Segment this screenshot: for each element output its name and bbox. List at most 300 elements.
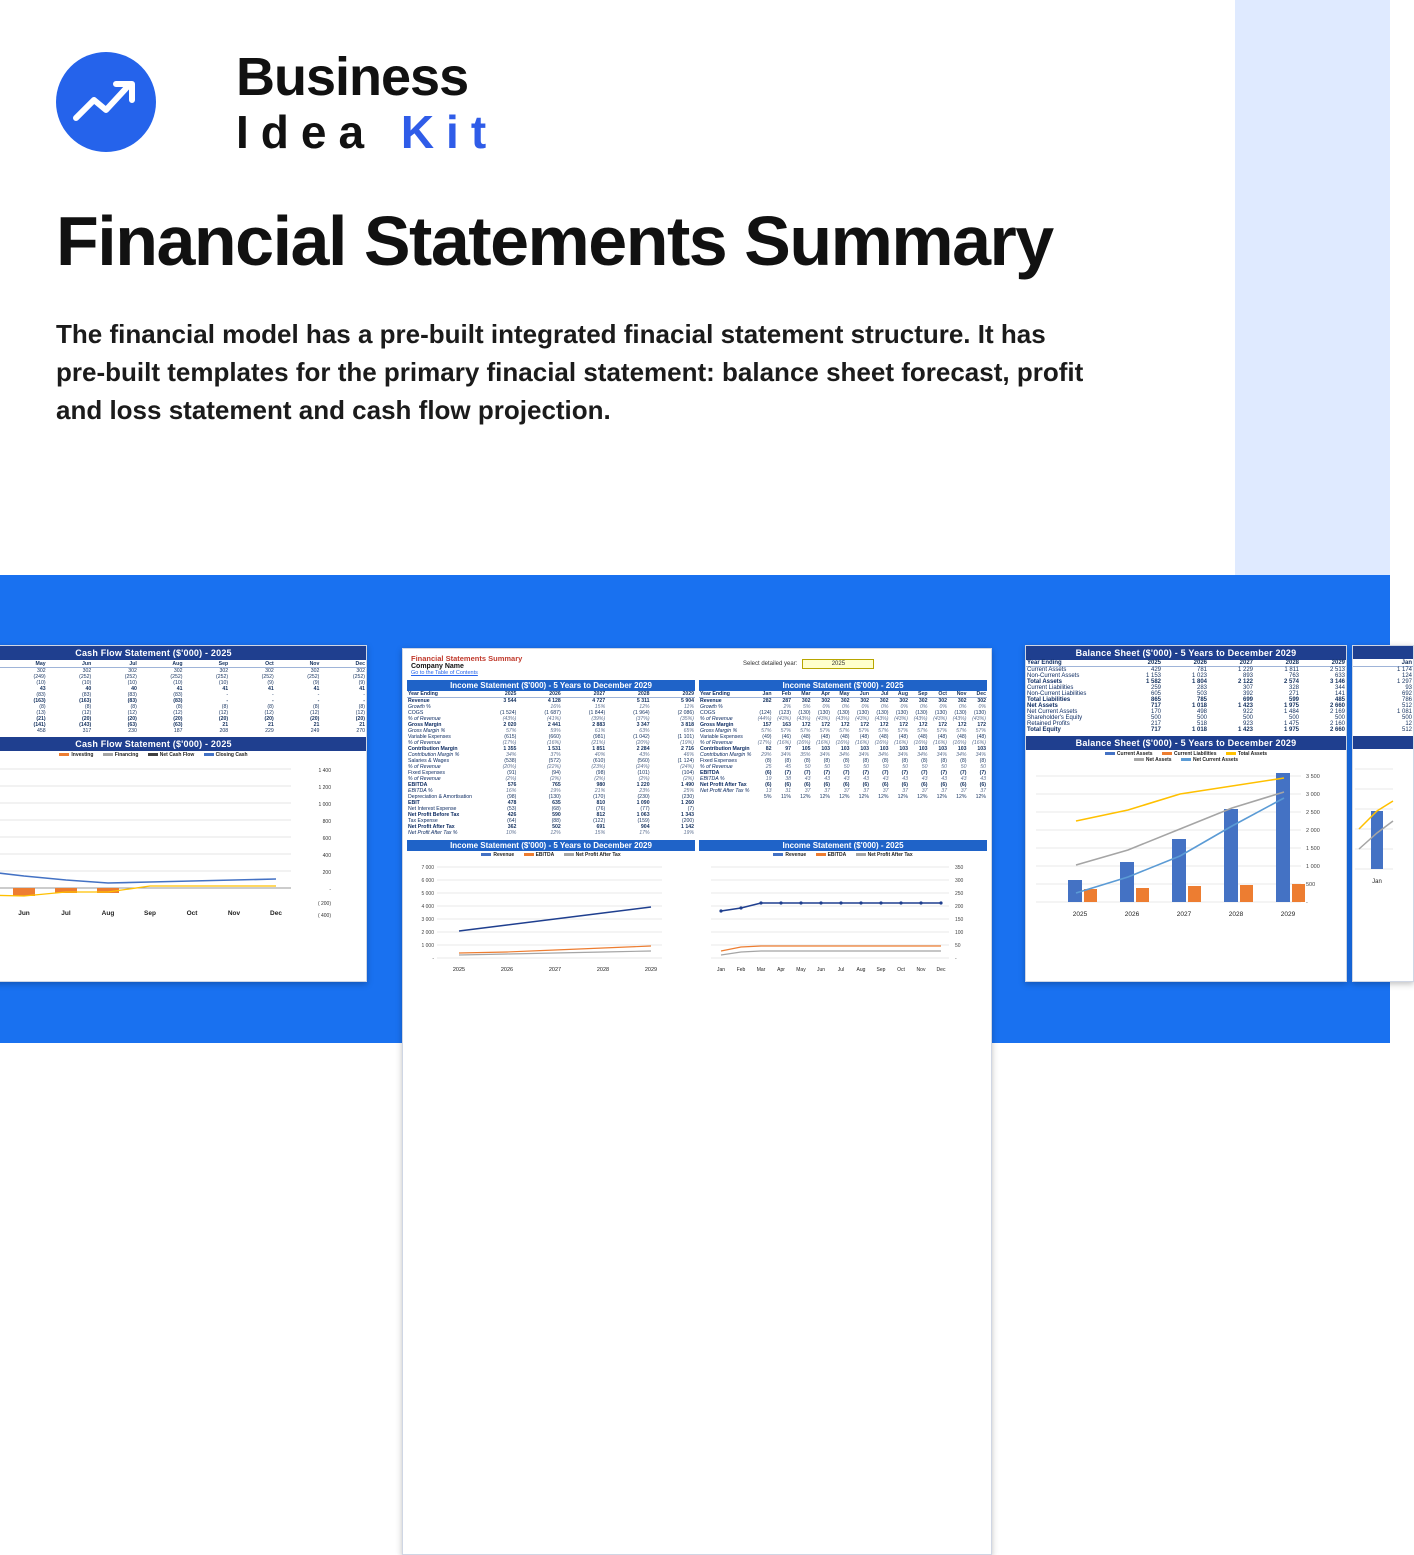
cell: 12% — [819, 794, 830, 800]
cell: 37 — [824, 788, 830, 794]
cell: (7) — [862, 770, 869, 776]
col-oct: Oct — [229, 661, 275, 668]
cell: 163 — [782, 722, 791, 728]
cell: (48) — [937, 734, 947, 740]
cell: 500 — [1401, 715, 1412, 721]
cell: 16% — [506, 788, 517, 794]
cell: 23% — [639, 788, 650, 794]
cell: 57% — [819, 728, 830, 734]
cell: 2 160 — [1329, 721, 1345, 727]
cell: (1 964) — [633, 710, 650, 716]
cell: 43 — [804, 776, 811, 782]
cell: (48) — [957, 734, 967, 740]
cell: 2 122 — [1237, 679, 1253, 685]
cell: (6) — [940, 782, 947, 788]
cell: Apr — [812, 691, 832, 698]
company-name: Company Name — [411, 663, 464, 670]
col-dec: Dec — [320, 661, 366, 668]
cash-flow-sheet-preview[interactable] — [0, 645, 367, 982]
cell: 812 — [596, 812, 606, 818]
row-label: Fixed Expenses — [408, 770, 445, 776]
cell: 43 — [941, 776, 947, 782]
cell: 93 — [1405, 685, 1412, 691]
cell: 2026 — [517, 691, 561, 698]
cell: 1 229 — [1237, 667, 1253, 673]
cell: 5% — [764, 794, 772, 800]
cell: 12% — [975, 794, 986, 800]
row-label: Depreciation & Amortisation — [408, 794, 473, 800]
cell: 57% — [975, 728, 986, 734]
cell: 691 — [596, 824, 606, 830]
brand-kit: Kit — [400, 106, 499, 158]
cell: 923 — [1242, 721, 1253, 727]
cell: 0% — [939, 704, 947, 710]
cell: 0% — [861, 704, 869, 710]
cell: (2%) — [549, 776, 561, 782]
cell: (44%) — [757, 716, 772, 722]
cell: (8) — [960, 758, 967, 764]
row-label: Revenue — [408, 698, 430, 704]
cell: (77) — [640, 806, 650, 812]
cell: (124) — [759, 710, 772, 716]
cell: (76) — [595, 806, 606, 812]
cell: 57% — [780, 728, 791, 734]
row-label: Gross Margin % — [408, 728, 446, 734]
svg-text:( 400): ( 400) — [317, 913, 331, 919]
svg-text:2025: 2025 — [452, 967, 466, 973]
row-label: Current Assets — [1027, 667, 1067, 673]
svg-text:150: 150 — [955, 917, 964, 923]
cell: 1 355 — [503, 746, 517, 752]
legend-revenue: Revenue — [493, 852, 515, 858]
table-row: (163) (163) (83) (83) - - - - — [33, 698, 365, 704]
cell: 302 — [879, 698, 889, 704]
cell: 500 — [1288, 715, 1299, 721]
brand-idea: Idea — [236, 106, 377, 158]
cell: 43 — [902, 776, 908, 782]
cell: 1 220 — [636, 782, 650, 788]
cell: 2 284 — [636, 746, 650, 752]
svg-text:Apr: Apr — [777, 967, 785, 973]
cell: 57% — [800, 728, 811, 734]
cell: 692 — [1401, 691, 1412, 697]
cell: 1 018 — [1191, 727, 1207, 733]
cash-flow-chart — [0, 759, 366, 924]
cell: 103 — [821, 746, 830, 752]
cell: (16%) — [894, 740, 908, 746]
table-row — [1026, 727, 1346, 733]
row-label: Non-Current Liabilities — [1027, 691, 1087, 697]
row-label: Total Equity — [1027, 727, 1061, 733]
cell: 103 — [840, 746, 850, 752]
financial-summary-sheet-preview[interactable] — [402, 648, 992, 1555]
cell: 12% — [917, 794, 928, 800]
summary-left-table-title: Income Statement ($'000) - 5 Years to December 2029 — [407, 680, 695, 691]
cell: 37 — [941, 788, 947, 794]
cell: Dec — [968, 691, 988, 698]
cell: (6) — [862, 782, 869, 788]
col-jul: Jul — [92, 661, 138, 668]
logo-icon — [56, 52, 156, 152]
cell: 172 — [977, 722, 986, 728]
svg-text:400: 400 — [322, 853, 331, 859]
cell: (8) — [804, 758, 811, 764]
cell: (48) — [840, 734, 850, 740]
cell: (88) — [551, 818, 561, 824]
cell: (39%) — [591, 716, 606, 722]
row-label: % of Revenue — [408, 776, 441, 782]
cell: 4 128 — [547, 698, 561, 704]
cell: 157 — [762, 722, 772, 728]
row-label: Current Liabilities — [1027, 685, 1074, 691]
row-label: % of Revenue — [408, 740, 441, 746]
svg-text:2029: 2029 — [1280, 911, 1296, 918]
cell: (49) — [762, 734, 772, 740]
row-label: Growth % — [700, 704, 723, 710]
cell: Mar — [792, 691, 812, 698]
cell: (8) — [765, 758, 772, 764]
cell: (91) — [507, 770, 517, 776]
cell: (48) — [898, 734, 908, 740]
cell: (981) — [593, 734, 606, 740]
svg-text:Dec: Dec — [936, 967, 946, 973]
cell: 172 — [918, 722, 928, 728]
cell: 10% — [506, 830, 517, 836]
cell: (130) — [973, 710, 986, 716]
cell: 1 063 — [636, 812, 650, 818]
row-label — [699, 794, 753, 800]
cell: (6) — [882, 782, 889, 788]
cell: Aug — [890, 691, 910, 698]
row-label: Variable Expenses — [700, 734, 743, 740]
table-row — [699, 794, 987, 800]
row-label: Gross Margin % — [700, 728, 738, 734]
cell: (68) — [551, 806, 561, 812]
cell: (104) — [681, 770, 694, 776]
cell: 141 — [1334, 691, 1345, 697]
svg-text:250: 250 — [955, 891, 964, 897]
cell: 172 — [899, 722, 908, 728]
cell: (7) — [940, 770, 947, 776]
cell: 50 — [960, 764, 967, 770]
cell: Jun — [851, 691, 871, 698]
cell: (35%) — [680, 716, 694, 722]
cell: (1 524) — [499, 710, 517, 716]
cell: 124 — [1401, 673, 1412, 679]
svg-text:Jul: Jul — [837, 967, 845, 973]
legend-current-assets: Current Assets — [1116, 751, 1153, 757]
cell: (1 101) — [677, 734, 694, 740]
cell: 19% — [550, 788, 561, 794]
cell: 3 818 — [681, 722, 694, 728]
row-label: Variable Expenses — [408, 734, 451, 740]
cell: 11% — [781, 794, 791, 800]
cell: (64) — [507, 818, 517, 824]
table-row: (249) (252) (252) (252) (252) (252) (252) (252) — [33, 674, 365, 680]
cell: 37 — [863, 788, 869, 794]
cell: 2 441 — [547, 722, 561, 728]
cell: (37%) — [635, 716, 650, 722]
balance-sheet-preview[interactable] — [1025, 645, 1347, 982]
cell: 478 — [507, 800, 517, 806]
cell: 43 — [980, 776, 986, 782]
svg-text:Oct: Oct — [186, 910, 198, 917]
cell: (43%) — [972, 716, 986, 722]
year-selector[interactable]: 2025 — [802, 659, 874, 669]
row-label: EBITDA — [700, 770, 720, 776]
svg-text:Jun: Jun — [18, 910, 30, 917]
svg-text:( 200): ( 200) — [317, 901, 331, 907]
cell: 11% — [684, 704, 694, 710]
summary-right-legend — [699, 851, 987, 859]
cell: 2% — [783, 704, 791, 710]
cell: (6) — [784, 782, 791, 788]
cell: 259 — [1150, 685, 1161, 691]
cell: 271 — [1288, 691, 1299, 697]
cell: 2 660 — [1329, 703, 1345, 709]
cell: (43%) — [796, 716, 811, 722]
cell: 2029 — [651, 691, 695, 698]
cell: (230) — [637, 794, 650, 800]
cell: (43%) — [502, 716, 517, 722]
legend-current-liabilities: Current Liabilities — [1173, 751, 1217, 757]
cell: 498 — [1196, 709, 1207, 715]
cell: 2 574 — [1283, 679, 1299, 685]
row-label: % of Revenue — [408, 764, 441, 770]
cell: 63% — [639, 728, 650, 734]
row-label: Shareholder's Equity — [1027, 715, 1083, 721]
cell: (8) — [940, 758, 947, 764]
cell: 34% — [917, 752, 928, 758]
row-label: Net Current Assets — [1027, 709, 1078, 715]
cell: (53) — [507, 806, 517, 812]
cell: (46) — [781, 734, 791, 740]
cell: (48) — [859, 734, 869, 740]
cell: 2 660 — [1329, 727, 1345, 733]
svg-text:Aug: Aug — [856, 967, 866, 973]
cell: 302 — [918, 698, 928, 704]
cell: 37% — [550, 752, 561, 758]
cell: 1 423 — [1237, 703, 1253, 709]
row-label: EBITDA % — [700, 776, 725, 782]
brand-name-line2 — [236, 106, 498, 158]
cell: (43%) — [874, 716, 889, 722]
cell: 12% — [956, 794, 967, 800]
cell: 1 804 — [1191, 679, 1207, 685]
cell: 19% — [683, 830, 694, 836]
cell: (8) — [901, 758, 908, 764]
row-label: Total Liabilities — [1027, 697, 1071, 703]
cell: 302 — [801, 698, 811, 704]
cell: 0% — [920, 704, 928, 710]
summary-left-chart — [407, 859, 692, 979]
cell: (48) — [918, 734, 928, 740]
cell: 50 — [980, 764, 986, 770]
cell: 922 — [1242, 709, 1253, 715]
svg-text:1 200: 1 200 — [318, 785, 331, 791]
row-label: Net Assets — [1027, 703, 1058, 709]
col-jun: Jun — [47, 661, 93, 668]
svg-text:Aug: Aug — [101, 910, 115, 917]
row-label: Net Interest Expense — [408, 806, 457, 812]
cell: 57% — [878, 728, 889, 734]
cell: 0% — [842, 704, 850, 710]
cell: 50 — [882, 764, 889, 770]
cell: 302 — [899, 698, 908, 704]
legend-total-assets: Total Assets — [1237, 751, 1268, 757]
cell: 485 — [1334, 697, 1345, 703]
svg-text:Sep: Sep — [876, 967, 886, 973]
cell: 5 904 — [681, 698, 694, 704]
cell: 1 018 — [1191, 703, 1207, 709]
cell: 1 023 — [1191, 673, 1207, 679]
legend-net-assets: Net Assets — [1145, 757, 1172, 763]
cell: 34% — [506, 752, 517, 758]
cell: (48) — [801, 734, 811, 740]
cell: 307 — [1242, 685, 1253, 691]
cell: 43% — [639, 752, 650, 758]
brand-name-line1: Business — [236, 47, 469, 107]
cell: 37 — [843, 788, 850, 794]
cell: (8) — [784, 758, 791, 764]
cell: 31 — [785, 788, 791, 794]
cell: (20%) — [502, 764, 517, 770]
cell: 3 347 — [636, 722, 650, 728]
col-sep: Sep — [184, 661, 230, 668]
cell: 512 — [1401, 703, 1412, 709]
cell: 37 — [902, 788, 908, 794]
cell: (130) — [548, 794, 561, 800]
cell: (572) — [548, 758, 561, 764]
cell: (16%) — [796, 740, 811, 746]
cell: Sep — [909, 691, 929, 698]
cell: 172 — [801, 722, 811, 728]
cell: 57% — [858, 728, 869, 734]
cell: 50 — [863, 764, 869, 770]
cell: 12% — [858, 794, 869, 800]
cell: (16%) — [777, 740, 791, 746]
cell: 2 020 — [503, 722, 517, 728]
page-title: Financial Statements Summary — [56, 202, 1053, 280]
decorative-right-panel — [1235, 0, 1390, 575]
cell: 13 — [765, 788, 772, 794]
row-label: COGS — [700, 710, 716, 716]
svg-text:2025: 2025 — [1072, 911, 1088, 918]
cell: 170 — [1150, 709, 1161, 715]
cell: 590 — [552, 812, 561, 818]
cell: 12% — [839, 794, 850, 800]
balance-chart-title: Balance Sheet ($'000) - 5 Years to December 2029 — [1026, 736, 1346, 750]
cell: (43%) — [816, 716, 830, 722]
cell: 172 — [879, 722, 889, 728]
cell: 2025 — [473, 691, 517, 698]
cell: (130) — [856, 710, 869, 716]
cell: (43%) — [913, 716, 928, 722]
cell: 103 — [879, 746, 889, 752]
cell: 0% — [822, 704, 830, 710]
cell: 2 883 — [592, 722, 606, 728]
cell: 103 — [938, 746, 947, 752]
cell: 50 — [941, 764, 947, 770]
cell: (130) — [837, 710, 850, 716]
cell: 34% — [780, 752, 791, 758]
cell: (7) — [687, 806, 694, 812]
cell: 2025 — [1116, 660, 1162, 667]
cell: 500 — [1196, 715, 1207, 721]
svg-text:500: 500 — [1306, 882, 1316, 888]
cell: 50 — [843, 764, 850, 770]
cell: (538) — [504, 758, 517, 764]
row-label: Net Profit Before Tax — [408, 812, 460, 818]
svg-text:May: May — [796, 967, 806, 973]
row-label: Tax Expense — [408, 818, 438, 824]
cell: 217 — [1150, 721, 1161, 727]
cell: 1 975 — [1283, 703, 1299, 709]
svg-text:200: 200 — [322, 870, 331, 876]
cell: 0% — [881, 704, 889, 710]
cell: (19%) — [680, 740, 694, 746]
cell: 12% — [897, 794, 908, 800]
cell: (1 687) — [544, 710, 561, 716]
row-label: EBITDA — [408, 782, 428, 788]
svg-text:2026: 2026 — [500, 967, 514, 973]
cell: (43%) — [952, 716, 967, 722]
row-label: Gross Margin — [408, 722, 442, 728]
cell: (1 844) — [588, 710, 606, 716]
cell: (7) — [979, 770, 986, 776]
cell: Nov — [948, 691, 968, 698]
cell: 635 — [552, 800, 561, 806]
svg-text:-: - — [329, 887, 331, 893]
cell: 82 — [765, 746, 772, 752]
cell: (8) — [843, 758, 850, 764]
cell: 34% — [858, 752, 869, 758]
cell: 34% — [956, 752, 967, 758]
cell: 2026 — [1162, 660, 1208, 667]
cell: (170) — [593, 794, 606, 800]
cell: 2 169 — [1329, 709, 1345, 715]
table-of-contents-link[interactable]: Go to the Table of Contents — [411, 670, 478, 676]
cell: (43%) — [933, 716, 947, 722]
cell: 785 — [1196, 697, 1207, 703]
cell: 57% — [956, 728, 967, 734]
balance-legend — [1026, 750, 1346, 764]
cell: 500 — [1150, 715, 1161, 721]
cell: 50 — [902, 764, 908, 770]
cell: 576 — [507, 782, 517, 788]
cell: (6) — [979, 782, 986, 788]
col-nov: Nov — [275, 661, 321, 668]
col-aug: Aug — [138, 661, 184, 668]
cell: 103 — [860, 746, 869, 752]
cell: (23%) — [591, 764, 606, 770]
cell: 302 — [860, 698, 869, 704]
cell: (101) — [637, 770, 650, 776]
row-label: Contribution Margin % — [700, 752, 752, 758]
table-row: (13) (12) (12) (12) (12) (12) (12) (12) — [36, 710, 365, 716]
row-label: Contribution Margin — [700, 746, 750, 752]
legend-investing: Investing — [71, 752, 94, 758]
extra-sheet-preview-edge[interactable] — [1352, 645, 1414, 982]
svg-text:Jul: Jul — [61, 910, 71, 917]
svg-text:Nov: Nov — [227, 910, 241, 917]
cell: (6) — [843, 782, 850, 788]
cell: 5 311 — [636, 698, 650, 704]
cell: (1 124) — [677, 758, 694, 764]
cell: 65% — [683, 728, 694, 734]
cell: 1 851 — [592, 746, 606, 752]
svg-text:Oct: Oct — [897, 967, 905, 973]
